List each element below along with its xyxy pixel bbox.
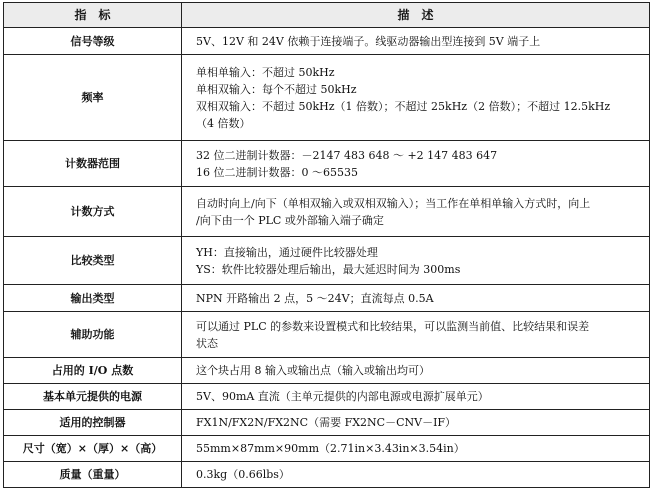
table-row (4, 55, 650, 141)
row-label: 质量（重量） (4, 462, 182, 488)
table-row (4, 285, 650, 312)
row-label: 计数方式 (4, 187, 182, 237)
description-line: 32 位二进制计数器：－2147 483 648 ～ +2 147 483 647 (196, 148, 498, 162)
description-line: YS：软件比较器处理后输出，最大延迟时间为 300ms (196, 262, 461, 276)
row-label: 信号等级 (4, 28, 182, 55)
description-line: NPN 开路输出 2 点，5 ～24V；直流每点 0.5A (196, 291, 434, 305)
description-line: 可以通过 PLC 的参数来设置模式和比较结果，可以监测当前值、比较结果和误差 (196, 319, 590, 333)
table-row (4, 28, 650, 55)
description-line: YH：直接输出，通过硬件比较器处理 (196, 245, 378, 259)
row-description (182, 285, 650, 312)
description-line: 自动时向上/向下（单相双输入或双相双输入）；当工作在单相单输入方式时，向上 (196, 196, 591, 210)
spec-table (3, 2, 650, 488)
description-line: 这个块占用 8 输入或输出点（输入或输出均可） (196, 364, 430, 377)
table-row (4, 312, 650, 358)
row-label: 比较类型 (4, 237, 182, 285)
header-description: 描 述 (182, 3, 650, 28)
description-line: 单相单输入：不超过 50kHz (196, 65, 335, 79)
row-description (182, 237, 650, 285)
row-label: 频率 (4, 55, 182, 141)
row-label: 计数器范围 (4, 141, 182, 187)
table-row (4, 410, 650, 436)
description-line: 状态 (196, 336, 218, 350)
description-line: 单相双输入：每个不超过 50kHz (196, 82, 357, 96)
table-row (4, 358, 650, 384)
header-indicator: 指 标 (4, 3, 182, 28)
row-description (182, 187, 650, 237)
table-row (4, 384, 650, 410)
table-row (4, 187, 650, 237)
row-label: 适用的控制器 (4, 410, 182, 436)
description-line: 0.3kg（0.66lbs） (196, 468, 290, 481)
row-label: 占用的 I/O 点数 (4, 358, 182, 384)
row-label: 基本单元提供的电源 (4, 384, 182, 410)
row-description (182, 410, 650, 436)
row-description (182, 141, 650, 187)
row-label: 输出类型 (4, 285, 182, 312)
row-description (182, 55, 650, 141)
row-description (182, 384, 650, 410)
description-line: 5V、90mA 直流（主单元提供的内部电源或电源扩展单元） (196, 390, 489, 403)
row-description (182, 462, 650, 488)
row-label: 辅助功能 (4, 312, 182, 358)
row-description (182, 28, 650, 55)
row-description (182, 436, 650, 462)
table-row (4, 462, 650, 488)
description-line: /向下由一个 PLC 或外部输入端子确定 (196, 213, 384, 227)
description-line: 5V、12V 和 24V 依赖于连接端子。线驱动器输出型连接到 5V 端子上 (196, 34, 541, 48)
description-line: FX1N/FX2N/FX2NC（需要 FX2NC－CNV－IF） (196, 416, 457, 429)
table-header-row (4, 3, 650, 28)
row-label: 尺寸（宽）×（厚）×（高） (4, 436, 182, 462)
spec-table-page (3, 2, 649, 489)
description-line: （4 倍数） (196, 116, 251, 130)
row-description (182, 358, 650, 384)
description-line: 双相双输入：不超过 50kHz（1 倍数）；不超过 25kHz（2 倍数）；不超过 12.5kHz (196, 99, 611, 113)
table-row (4, 237, 650, 285)
table-row (4, 436, 650, 462)
row-description (182, 312, 650, 358)
description-line: 55mm×87mm×90mm（2.71in×3.43in×3.54in） (196, 442, 465, 455)
table-row (4, 141, 650, 187)
description-line: 16 位二进制计数器：0 ～65535 (196, 165, 358, 179)
